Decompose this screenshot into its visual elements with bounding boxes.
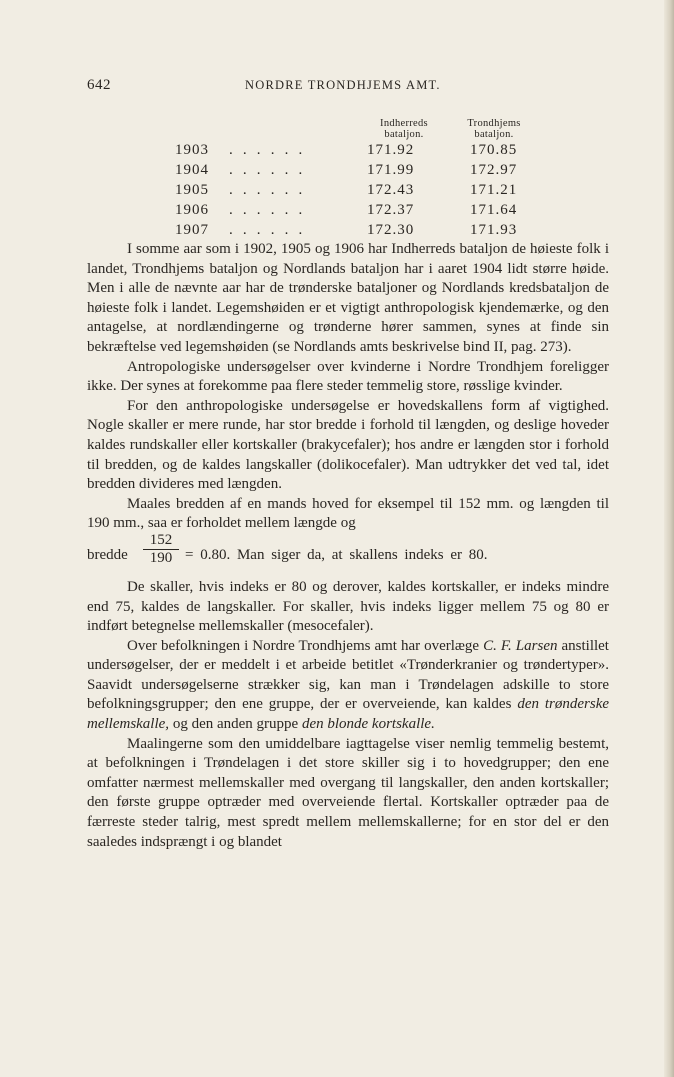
table-row [0, 142, 674, 162]
row-year: 1906 [175, 202, 209, 218]
table-row [0, 162, 674, 182]
table-row [0, 222, 674, 242]
table-row [0, 202, 674, 222]
row-value-trondhjems: 171.21 [470, 182, 518, 198]
body-text [87, 240, 609, 852]
paragraph: Over befolkningen i Nordre Trondhjems amt har overlæge C. F. Larsen anstillet undersøgelser, der er meddelt i et arbeide betitlet «Trønderkranier og trøndertyper». Saavidt undersøgelserne strækker sig, kan man i Trøndelagen adskille to store befolkningsgrupper; den ene gruppe, der er overveiende, kan kaldes den trønderske mellemskalle, og den anden gruppe den blonde kortskalle. [87, 637, 610, 733]
paragraph: I somme aar som i 1902, 1905 og 1906 har Indherreds bataljon de høieste folk i landet, Trondhjems bataljon og Nordlands bataljon har i aaret 1904 lidt større høide. Men i alle de nævnte aar har de trønderske bataljoner og Nordlands kredsbataljon de høieste folk i landet. Legemshøiden er et vigtigt anthropologisk kjendemærke, og den antagelse, at nordlændingerne og trønderne hører sammen, synes at finde sin bekræftelse ved legemshøiden (se Nordlands amts beskrivelse bind II, pag. 273). [87, 241, 609, 355]
row-year: 1905 [175, 182, 209, 198]
term-mellemskalle: den trønderske mellemskalle, [87, 696, 610, 733]
fraction-denominator: 190 [149, 549, 173, 566]
formula-fraction [143, 532, 179, 567]
row-value-indherreds: 172.43 [367, 182, 415, 198]
formula-result: = 0.80. Man siger da, at skallens indeks er 80. [185, 546, 488, 563]
row-leader-dots: . . . . . . [229, 182, 306, 198]
paragraph: De skaller, hvis indeks er 80 og derover, kaldes kortskaller, er indeks mindre end 75, kaldes de langskaller. For skaller, hvis indeks ligger mellem 75 og 80 er indført betegnelse mellemskaller (mesocefaler). [87, 578, 609, 635]
paragraph: Maalingerne som den umiddelbare iagttagelse viser nemlig temmelig bestemt, at befolkningen i Trøndelagen i det store skiller sig i to hovedgrupper; den ene omfatter nærmest mellemskaller med overgang til langskaller, den anden kortskaller; den første gruppe optræder med overveiende flertal. Kortskaller optræder paa de færreste steder talrig, mest spredt mellem mellemskallerne; for en stor del er den saaledes indsprængt i og blandet [87, 735, 609, 850]
row-value-trondhjems: 171.64 [470, 202, 518, 218]
row-leader-dots: . . . . . . [229, 142, 306, 158]
page-number: 642 [87, 77, 111, 93]
term-kortskalle: den blonde kortskalle. [301, 716, 435, 733]
row-year: 1903 [175, 142, 209, 158]
row-leader-dots: . . . . . . [229, 202, 306, 218]
paragraph: Antropologiske undersøgelser over kvinderne i Nordre Trondhjem foreligger ikke. Der synes at forekomme paa flere steder temmelig store, røsslige kvinder. [87, 358, 609, 395]
running-title: NORDRE TRONDHJEMS AMT. [245, 78, 441, 92]
fraction-numerator: 152 [143, 532, 179, 550]
row-value-indherreds: 171.99 [367, 162, 415, 178]
row-value-trondhjems: 170.85 [470, 142, 518, 158]
paragraph: For den anthropologiske undersøgelse er hovedskallens form af vigtighed. Nogle skaller er mere runde, har stor bredde i forhold til længden, og deslige hoveder kaldes rundskaller eller kortskaller (brakycefaler); hos andre er længden stor i forhold til bredden, og de kaldes langskaller (dolikocefaler). Man udtrykker det ved tal, idet bredden divideres med længden. [87, 397, 609, 493]
formula-label: bredde [87, 546, 128, 563]
index-formula [87, 531, 609, 578]
paragraph: Maales bredden af en mands hoved for eksempel til 152 mm. og længden til 190 mm., saa er forholdet mellem længde og [87, 495, 609, 532]
row-value-trondhjems: 171.93 [470, 222, 518, 238]
row-leader-dots: . . . . . . [229, 222, 306, 238]
row-value-indherreds: 172.37 [367, 202, 415, 218]
row-value-trondhjems: 172.97 [470, 162, 518, 178]
table-row [0, 182, 674, 202]
col-header-indherreds: Indherreds bataljon. [380, 118, 428, 140]
author-name: C. F. Larsen [483, 637, 558, 654]
row-year: 1907 [175, 222, 209, 238]
row-leader-dots: . . . . . . [229, 162, 306, 178]
row-value-indherreds: 172.30 [367, 222, 415, 238]
row-year: 1904 [175, 162, 209, 178]
col-header-trondhjems: Trondhjems bataljon. [467, 118, 521, 140]
row-value-indherreds: 171.92 [367, 142, 415, 158]
